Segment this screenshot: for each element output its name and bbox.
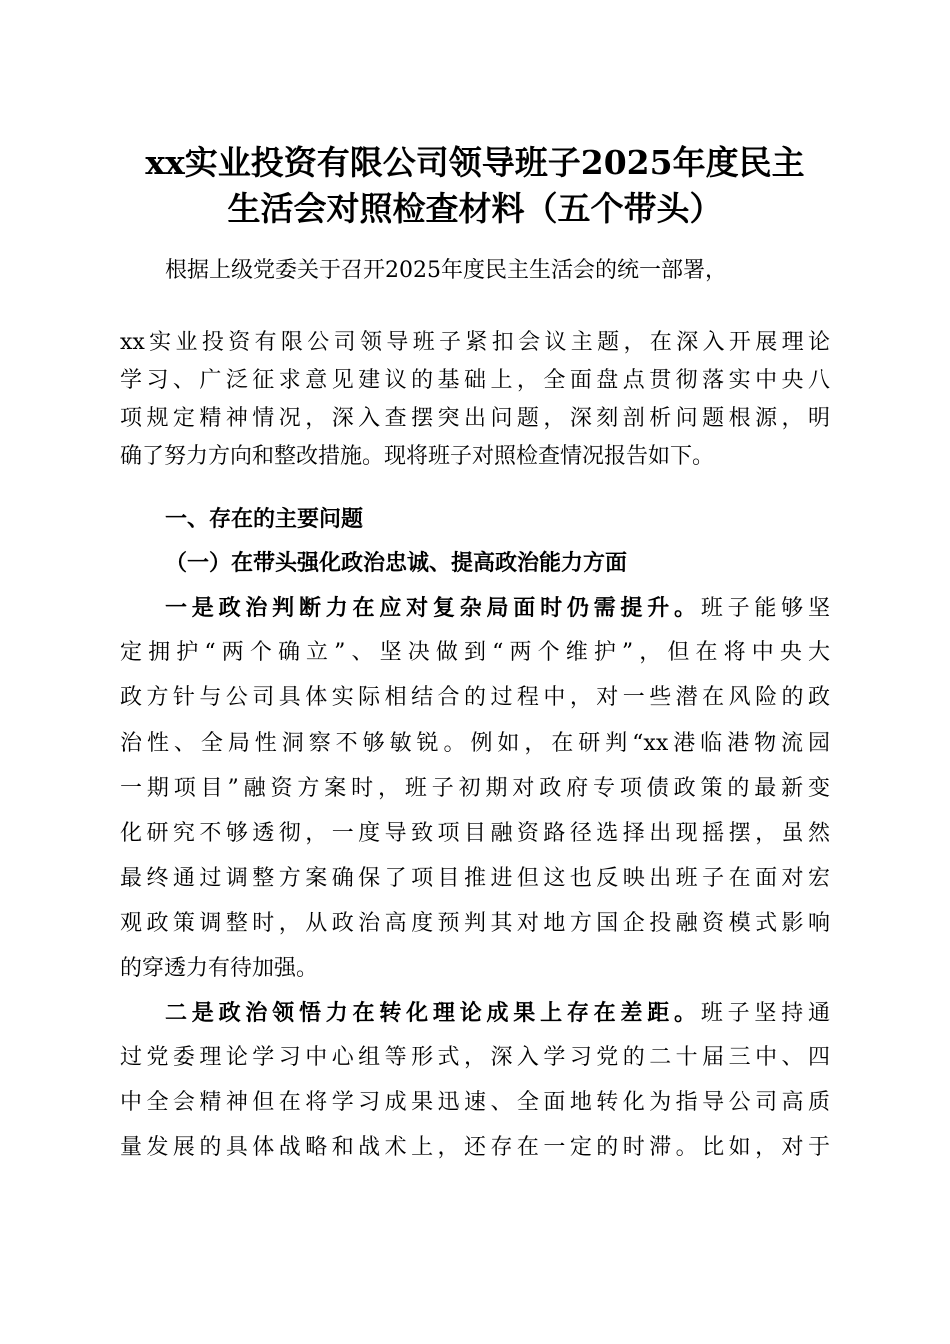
point-1-line: 最终通过调整方案确保了项目推进但这也反映出班子在面对宏 [120,866,830,891]
intro-line: xx实业投资有限公司领导班子紧扣会议主题，在深入开展理论 [120,330,830,355]
point-2-line: 量发展的具体战略和战术上，还存在一定的时滞。比如，对于 [120,1135,830,1160]
point-2-lead: 二是政治领悟力在转化理论成果上存在差距。 [165,1000,701,1026]
point-1-last-line: 的穿透力有待加强。 [120,956,319,981]
point-1-lead: 一是政治判断力在应对复杂局面时仍需提升。 [165,595,701,621]
point-1-line: 定拥护“两个确立”、坚决做到“两个维护”，但在将中央大 [120,640,830,665]
document-title-line-2: 生活会对照检查材料（五个带头） [227,189,723,228]
point-1-lead-tail: 班子能够坚 [700,596,830,621]
point-1-first-line [165,586,830,631]
point-2-line: 过党委理论学习中心组等形式，深入学习党的二十届三中、四 [120,1045,830,1070]
point-2-line: 中全会精神但在将学习成果迅速、全面地转化为指导公司高质 [120,1090,830,1115]
document-title-line-1: xx实业投资有限公司领导班子2025年度民主 [145,143,805,182]
intro-line: 确了努力方向和整改措施。现将班子对照检查情况报告如下。 [120,444,715,469]
point-1-line: 一期项目”融资方案时，班子初期对政府专项债政策的最新变 [120,776,830,801]
point-1-line: 政方针与公司具体实际相结合的过程中，对一些潜在风险的政 [120,685,830,710]
point-1-line: 观政策调整时，从政治高度预判其对地方国企投融资模式影响 [120,911,830,936]
section-heading: 一、存在的主要问题 [165,507,364,532]
intro-line: 根据上级党委关于召开2025年度民主生活会的统一部署， [165,258,727,283]
point-1-line: 化研究不够透彻，一度导致项目融资路径选择出现摇摆，虽然 [120,821,830,846]
point-1-line: 治性、全局性洞察不够敏锐。例如，在研判“xx港临港物流园 [120,731,830,756]
point-2-lead-tail: 班子坚持通 [700,1001,830,1026]
subsection-heading: （一）在带头强化政治忠诚、提高政治能力方面 [165,550,628,576]
intro-line: 项规定精神情况，深入查摆突出问题，深刻剖析问题根源，明 [120,406,830,431]
point-2-first-line [165,991,830,1036]
intro-line: 学习、广泛征求意见建议的基础上，全面盘点贯彻落实中央八 [120,368,830,393]
